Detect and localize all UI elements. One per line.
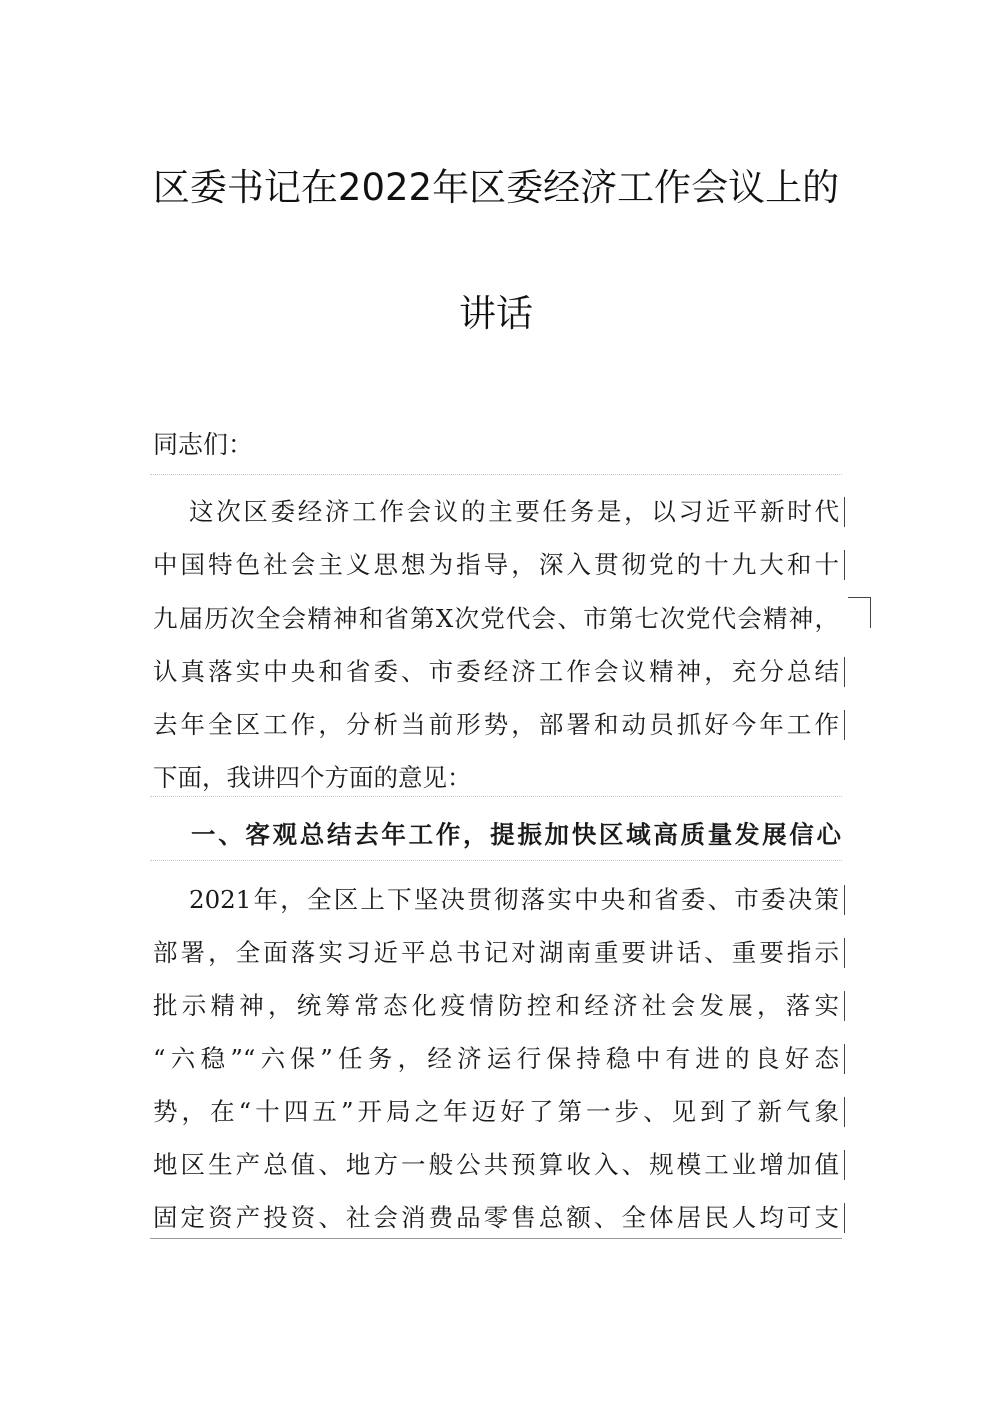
document-title-line-1: 区委书记在2022年区委经济工作会议上的 [152,166,840,209]
paragraph-1-line-4: 认真落实中央和省委、市委经济工作会议精神，充分总结 [153,657,839,686]
document-title-line-2: 讲话 [459,292,533,335]
margin-mark [844,1097,845,1127]
margin-mark [844,1203,845,1233]
paragraph-1-line-5: 去年全区工作，分析当前形势，部署和动员抓好今年工作 [153,710,839,739]
paragraph-2-line-5: 势，在“十四五”开局之年迈好了第一步、见到了新气象 [153,1097,839,1126]
page-bottom-line [150,1238,842,1239]
section-heading-1: 一、客观总结去年工作，提振加快区域高质量发展信心 [191,820,841,849]
margin-mark [844,657,845,687]
guide-line-heading [150,860,842,861]
margin-corner-mark [848,597,871,628]
paragraph-2-line-2: 部署，全面落实习近平总书记对湖南重要讲话、重要指示 [153,938,839,967]
margin-mark [844,938,845,968]
paragraph-1-line-6: 下面，我讲四个方面的意见： [153,763,472,792]
paragraph-2-line-4: “六稳”“六保”任务，经济运行保持稳中有进的良好态 [153,1044,839,1073]
margin-mark [844,1150,845,1180]
margin-mark [844,710,845,740]
margin-mark [844,885,845,915]
margin-mark [844,991,845,1021]
margin-mark [844,1044,845,1074]
paragraph-2-line-1: 2021年，全区上下坚决贯彻落实中央和省委、市委决策 [189,885,839,914]
guide-line-mid [150,796,842,797]
margin-mark [844,497,845,527]
paragraph-2-line-3: 批示精神，统筹常态化疫情防控和经济社会发展，落实 [153,991,839,1020]
paragraph-1-line-1: 这次区委经济工作会议的主要任务是，以习近平新时代 [189,497,839,526]
salutation: 同志们： [153,430,254,459]
guide-line-top [150,474,842,475]
paragraph-2-line-6: 地区生产总值、地方一般公共预算收入、规模工业增加值 [153,1150,839,1179]
margin-mark [844,550,845,580]
paragraph-2-line-7: 固定资产投资、社会消费品零售总额、全体居民人均可支 [153,1203,839,1232]
paragraph-1-line-2: 中国特色社会主义思想为指导，深入贯彻党的十九大和十 [153,550,839,579]
paragraph-1-line-3: 九届历次全会精神和省第X次党代会、市第七次党代会精神， [153,604,839,633]
